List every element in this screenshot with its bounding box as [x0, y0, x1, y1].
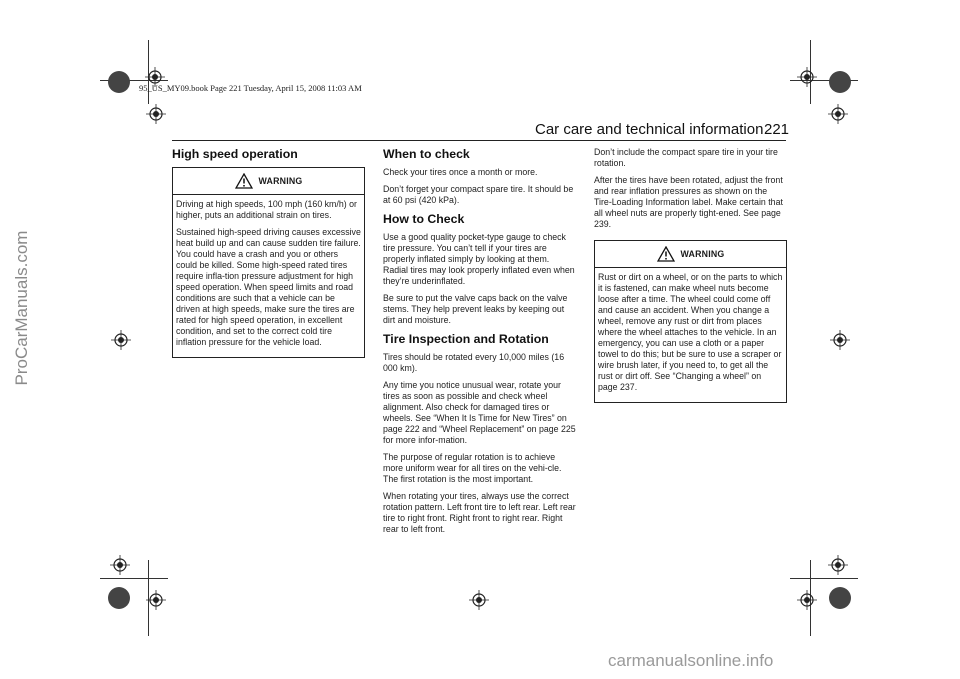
crosshair-registration-icon [110, 555, 130, 575]
crosshair-registration-icon [797, 67, 817, 87]
body-paragraph: Any time you notice unusual wear, rotate your tires as soon as possible and check wheel alignment. Also check for damaged tires or wheels. See “When It Is Time for New Tires” on page 222 and “Wheel Replacement” on page 225 for more infor-mation. [383, 380, 576, 445]
footer-watermark: carmanualsonline.info [608, 651, 774, 670]
warning-paragraph: Sustained high-speed driving causes excessive heat build up and can cause sudden tire failure. You could have a crash and you or others could be killed. Some high-speed rated tires require infla-tion pressure adjustment for high speed operation. When speed limits and road conditions are such that a vehicle can be driven at high speeds, make sure the tires are rated for high speed operation, in excellent condition, and set to the correct cold tire inflation pressure for the vehicle load. [176, 227, 361, 347]
body-paragraph: Tires should be rotated every 10,000 miles (16 000 km). [383, 352, 565, 373]
header-divider [172, 140, 786, 141]
warning-header [595, 241, 786, 268]
crosshair-registration-icon [111, 330, 131, 350]
body-paragraph: After the tires have been rotated, adjust the front and rear inflation pressures as shown on the Tire-Loading Information label. Make certain that all wheel nuts are properly tight-ened. See page 239. [594, 175, 783, 229]
body-paragraph: Use a good quality pocket-type gauge to check tire pressure. You can’t tell if your tires are properly inflated simply by looking at them. Radial tires may look properly inflated even when they’re underinflated. [383, 232, 575, 286]
section-heading-how-to-check: How to Check [383, 212, 465, 226]
crosshair-registration-icon [469, 590, 489, 610]
warning-triangle-icon [235, 173, 253, 189]
warning-box-high-speed [172, 167, 365, 358]
warning-paragraph: Rust or dirt on a wheel, or on the parts to which it is fastened, can make wheel nuts become loose after a time. The wheel could come off and cause an accident. When you change a wheel, remove any rust or dirt from places where the wheel attaches to the vehicle. In an emergency, you can use a cloth or a paper towel to do this; but be sure to use a scraper or wire brush later, if you need to, to get all the rust or dirt off. See “Changing a wheel” on page 237. [598, 272, 783, 392]
body-paragraph: Be sure to put the valve caps back on the valve stems. They help prevent leaks by keeping out dirt and moisture. [383, 293, 568, 325]
print-info: 95_US_MY09.book Page 221 Tuesday, April 15, 2008 11:03 AM [139, 83, 362, 93]
warning-box-rust [594, 240, 787, 403]
warning-header [173, 168, 364, 195]
registration-dot [108, 587, 130, 609]
crosshair-registration-icon [797, 590, 817, 610]
crosshair-registration-icon [146, 104, 166, 124]
body-paragraph: When rotating your tires, always use the correct rotation pattern. Left front tire to left rear. Left rear tire to right front. Right front to right rear. Right rear to left front. [383, 491, 576, 534]
body-paragraph: The purpose of regular rotation is to achieve more uniform wear for all tires on the vehi-cle. The first rotation is the most important. [383, 452, 562, 484]
body-paragraph: Don’t forget your compact spare tire. It should be at 60 psi (420 kPa). [383, 184, 574, 205]
section-heading-when-to-check: When to check [383, 147, 470, 161]
crosshair-registration-icon [828, 104, 848, 124]
registration-dot [108, 71, 130, 93]
section-heading-high-speed: High speed operation [172, 147, 298, 161]
warning-label: WARNING [680, 249, 725, 259]
body-paragraph: Check your tires once a month or more. [383, 167, 538, 177]
warning-paragraph: Driving at high speeds, 100 mph (160 km/h) or higher, puts an additional strain on tires. [176, 199, 357, 220]
registration-dot [829, 587, 851, 609]
side-watermark: ProCarManuals.com [12, 230, 31, 386]
page-number: 221 [764, 121, 790, 138]
column-3 [594, 147, 787, 403]
registration-dot [829, 71, 851, 93]
crosshair-registration-icon [830, 330, 850, 350]
crosshair-registration-icon [828, 555, 848, 575]
crosshair-registration-icon [146, 590, 166, 610]
section-heading-tire-rotation: Tire Inspection and Rotation [383, 332, 549, 346]
body-paragraph: Don’t include the compact spare tire in your tire rotation. [594, 147, 778, 168]
warning-label: WARNING [258, 176, 303, 186]
column-2 [383, 147, 576, 541]
warning-triangle-icon [657, 246, 675, 262]
page-header-title: Car care and technical information [535, 121, 764, 138]
column-1 [172, 147, 365, 358]
